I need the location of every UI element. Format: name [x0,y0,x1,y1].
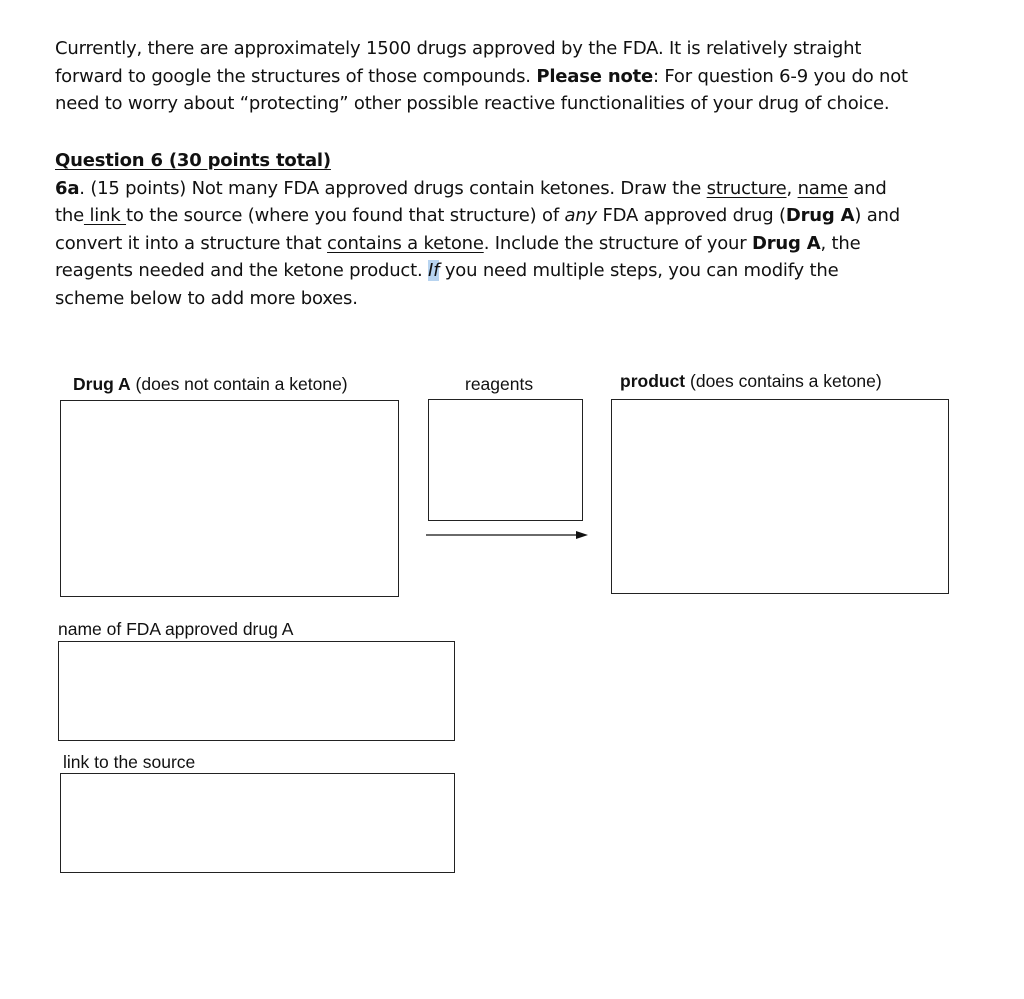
q-l3-c: , the [820,232,861,254]
product-label-bold: product [620,371,686,391]
product-label [620,371,882,392]
drug-a-structure-box[interactable] [60,400,399,597]
ketone-underlined: contains a ketone [327,232,484,254]
link-underlined: link [83,205,127,226]
intro-line-2-a: forward to google the structures of those compounds. [55,65,537,87]
drug-a-bold-2: Drug A [751,232,821,254]
source-link-box[interactable] [60,773,455,873]
drug-name-label: name of FDA approved drug A [58,619,294,639]
question-line-5: scheme below to add more boxes. [55,287,358,309]
any-italic: any [564,205,597,226]
question-line-3 [55,230,955,258]
intro-line-1: Currently, there are approximately 1500 drugs approved by the FDA. It is relatively straight [55,38,862,59]
drug-a-label-rest: (does not contain a ketone) [130,374,348,394]
reagents-box[interactable] [428,399,583,521]
structure-underlined: structure [706,177,787,199]
drug-name-box[interactable] [58,641,455,741]
product-label-rest: (does contains a ketone) [685,371,882,391]
question-heading [55,147,955,175]
question-line-1 [55,175,955,203]
please-note-label: Please note [536,65,654,87]
intro-line-3: need to worry about “protecting” other possible reactive functionalities of your drug of choice. [55,93,890,114]
q-l1-a: . (15 points) Not many FDA approved drugs contain ketones. Draw the [79,177,707,199]
question-6 [55,147,955,312]
q-l4-b: you need multiple steps, you can modify the [439,260,839,281]
reaction-arrow-head [576,531,588,539]
if-highlighted: If [428,260,440,281]
q-l2-b: FDA approved drug ( [597,205,786,226]
question-number: 6a [55,177,80,199]
q-l3-a: convert it into a structure that [55,232,328,254]
q-l4-a: reagents needed and the ketone product. [55,260,429,281]
name-underlined: name [797,177,848,199]
intro-paragraph [55,35,955,118]
drug-a-label-bold: Drug A [73,374,131,394]
q-l1-comma: , [786,177,798,199]
question-line-2 [55,202,955,230]
q-l1-and: and [847,177,887,199]
intro-line-2 [55,63,955,91]
q-l2-a: to the source (where you found that structure) of [126,205,565,226]
question-heading-text: Question 6 (30 points total) [55,150,331,171]
drug-a-label [73,374,348,395]
drug-a-bold: Drug A [785,205,855,226]
product-structure-box[interactable] [611,399,949,594]
q-l2-the: the [55,205,84,226]
q-l2-c: ) and [854,205,900,226]
intro-line-2-b: : For question 6-9 you do not [653,65,908,87]
source-link-label: link to the source [63,752,196,772]
question-line-4 [55,257,955,285]
reagents-label: reagents [465,374,534,394]
reaction-arrow [426,528,590,542]
q-l3-b: . Include the structure of your [483,232,752,254]
